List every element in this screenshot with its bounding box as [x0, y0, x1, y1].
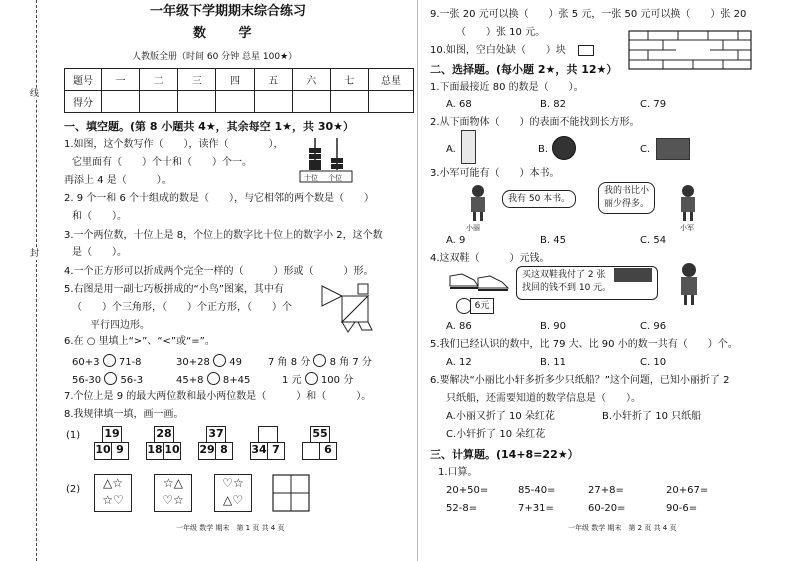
brick-icon [578, 45, 594, 56]
score-input[interactable] [216, 91, 254, 113]
abacus-label-ones: 个位 [328, 174, 342, 182]
score-table [64, 68, 414, 113]
compare-circle[interactable] [103, 354, 116, 367]
bubble-text: 买这双鞋我付了 2 张 [522, 270, 606, 280]
q8-label-1: (1) [66, 430, 81, 441]
q2-line-a: 2. 9 个一和 6 个十组成的数是（ ），与它相邻的两个数是（ ） [64, 193, 374, 204]
section-3-heading: 三、计算题。(14+8=22★） [430, 448, 579, 461]
bubble-text: 我的书比小 [604, 186, 650, 196]
compare-circle[interactable] [313, 354, 326, 367]
banknote-icon [614, 268, 652, 282]
ball-icon [552, 136, 576, 160]
shape-grid: ♡☆ △♡ [214, 474, 252, 512]
q6-right: 8 角 7 分 [329, 357, 372, 368]
q10-line: 10.如图，空白处缺（ ）块 [430, 45, 566, 56]
speech-bubble-2 [598, 182, 655, 214]
q6-right: 100 分 [320, 375, 354, 386]
calc-item: 7+31= [518, 503, 554, 514]
q5-line-a: 5.右图是用一副七巧板拼成的“小鸟”图案，其中有 [64, 284, 284, 295]
q6-item [282, 372, 353, 387]
s6-option-b[interactable]: B.小轩折了 10 只纸船 [602, 411, 702, 422]
q6-right: 56-3 [120, 375, 144, 386]
s2-option-a[interactable]: A. [446, 144, 456, 155]
cuboid-object-icon [656, 138, 690, 160]
s2-option-b[interactable]: B. [538, 144, 549, 155]
compare-circle[interactable] [213, 354, 226, 367]
score-header-cell: 七 [330, 69, 368, 91]
s3-option-a[interactable]: A. 9 [446, 235, 466, 246]
side-label-top: 线 [30, 89, 40, 99]
q6-left: 7 角 8 分 [268, 357, 311, 368]
tower-top: 37 [206, 426, 226, 443]
q6-item [268, 354, 372, 369]
section-2-heading: 二、选择题。(每小题 2★，共 12★） [430, 63, 618, 76]
score-input[interactable] [178, 91, 216, 113]
box-object-icon [461, 130, 476, 164]
s4-option-c[interactable]: C. 96 [640, 321, 667, 332]
score-input[interactable] [330, 91, 368, 113]
page-divider [417, 0, 418, 561]
score-header-cell: 五 [254, 69, 292, 91]
exam-title: 一年级下学期期末综合练习 [150, 4, 307, 19]
compare-circle[interactable] [207, 372, 220, 385]
s6-line-b: 只纸船，还需要知道的数学信息是（ ）。 [446, 393, 641, 404]
score-header-cell: 一 [102, 69, 140, 91]
s1-option-a[interactable]: A. 68 [446, 99, 472, 110]
q6-left: 1 元 [282, 375, 302, 386]
q3-line-b: 是（ ）。 [72, 247, 127, 258]
price-tag: 6元 [470, 298, 494, 314]
exam-edition: 人教版全册（时间 60 分钟 总星 100★） [132, 52, 298, 62]
calc-heading: 1.口算。 [438, 467, 478, 478]
score-input[interactable] [140, 91, 178, 113]
q6-right: 49 [229, 357, 242, 368]
q1-line-a: 1.如图，这个数写作（ ），读作（ ）， [64, 139, 284, 150]
s1-line: 1.下面最接近 80 的数是（ ）。 [430, 82, 584, 93]
q1-line-c: 再添上 4 是（ ）。 [64, 175, 172, 186]
tower-cell: 29 [198, 442, 216, 460]
tower-cell: 8 [215, 442, 233, 460]
tower-top-blank[interactable] [258, 426, 278, 443]
q8-line: 8.我规律填一填，画一画。 [64, 409, 184, 420]
q5-line-c: 平行四边形。 [90, 320, 150, 331]
empty-shape-grid[interactable] [272, 474, 310, 512]
s3-option-c[interactable]: C. 54 [640, 235, 667, 246]
s1-option-b[interactable]: B. 82 [540, 99, 566, 110]
score-header-cell: 六 [292, 69, 330, 91]
q9-line-a: 9.一张 20 元可以换（ ）张 5 元，一张 50 元可以换（ ）张 20 [430, 9, 747, 20]
score-header-cell: 总星 [369, 69, 414, 91]
s2-line: 2.从下面物体（ ）的表面不能找到长方形。 [430, 117, 640, 128]
side-label-bottom: 封 [30, 249, 40, 259]
score-input[interactable] [292, 91, 330, 113]
q6-left: 60+3 [72, 357, 100, 368]
s1-option-c[interactable]: C. 79 [640, 99, 667, 110]
calc-item: 20+67= [666, 485, 709, 496]
tower-cell: 10 [94, 442, 112, 460]
shape-grid: △☆ ☆♡ [94, 474, 132, 512]
s4-option-a[interactable]: A. 86 [446, 321, 472, 332]
tower-cell: 9 [111, 442, 129, 460]
calc-item: 60-20= [588, 503, 626, 514]
q1-line-b: 它里面有（ ）个十和（ ）个一。 [72, 157, 252, 168]
compare-circle[interactable] [305, 372, 318, 385]
q6-item [72, 354, 142, 369]
girl-figure-icon [466, 184, 490, 222]
q6-item [72, 372, 143, 387]
q5-line-b: （ ）个三角形，（ ）个正方形，（ ）个 [72, 302, 292, 313]
right-footer: 一年级 数学 期末 第 2 页 共 4 页 [568, 524, 677, 532]
shoes-icon [448, 266, 510, 292]
s5-option-b[interactable]: B. 11 [540, 357, 566, 368]
q6-item [176, 354, 242, 369]
q2-line-b: 和（ ）。 [72, 211, 127, 222]
compare-circle[interactable] [104, 372, 117, 385]
calc-item: 90-6= [666, 503, 698, 514]
s6-line-a: 6.要解决“小丽比小轩多折多少只纸船？”这个问题，已知小丽折了 2 [430, 375, 730, 386]
boy-figure-icon [676, 184, 700, 222]
score-input[interactable] [102, 91, 140, 113]
s6-option-a[interactable]: A.小丽又折了 10 朵红花 [446, 411, 555, 422]
q3-line-a: 3.一个两位数，十位上是 8，个位上的数字比十位上的数字小 2，这个数 [64, 230, 383, 241]
shape-grid: ☆△ ♡☆ [154, 474, 192, 512]
s2-option-c[interactable]: C. [640, 144, 651, 155]
section-1-heading: 一、填空题。(第 8 小题共 4★，其余每空 1★，共 30★） [64, 120, 355, 133]
tower-top: 28 [154, 426, 174, 443]
brick-wall-image [628, 30, 752, 70]
tangram-bird-image [318, 282, 374, 336]
q9-line-b: （ ）张 10 元。 [456, 27, 546, 38]
q6-left: 56-30 [72, 375, 102, 386]
score-header-cell: 四 [216, 69, 254, 91]
calc-item: 20+50= [446, 485, 489, 496]
woman-figure-icon [676, 262, 702, 306]
score-row-label: 得分 [65, 91, 102, 113]
tower-cell: 18 [146, 442, 164, 460]
q6-right: 71-8 [118, 357, 142, 368]
s6-option-c[interactable]: C.小轩折了 10 朵红花 [446, 429, 546, 440]
abacus-label-tens: 十位 [304, 174, 318, 182]
bubble-text: 丽少得多。 [604, 199, 650, 209]
binding-line [36, 0, 37, 561]
tower-cell: 34 [250, 442, 268, 460]
tower-top: 19 [102, 426, 122, 443]
s3-name-2: 小军 [680, 224, 694, 232]
s5-line: 5.我们已经认识的数中，比 79 大、比 90 小的数一共有（ ）个。 [430, 339, 738, 350]
score-header-cell: 二 [140, 69, 178, 91]
s4-line: 4.这双鞋（ ）元钱。 [430, 253, 550, 264]
score-input[interactable] [369, 91, 414, 113]
exam-subject: 数 学 [193, 26, 266, 41]
score-input[interactable] [254, 91, 292, 113]
tower-top: 55 [310, 426, 330, 443]
tower-cell: 7 [267, 442, 285, 460]
q6-line: 6.在 ○ 里填上“>”、“<”或“=”。 [64, 336, 215, 347]
s5-option-a[interactable]: A. 12 [446, 357, 472, 368]
q4-line: 4.一个正方形可以折成两个完全一样的（ ）形或（ ）形。 [64, 266, 374, 277]
s4-option-b[interactable]: B. 90 [540, 321, 566, 332]
s3-line: 3.小军可能有（ ）本书。 [430, 168, 560, 179]
s5-option-c[interactable]: C. 10 [640, 357, 667, 368]
tower-cell: 6 [319, 442, 337, 460]
calc-item: 85-40= [518, 485, 556, 496]
tower-cell-blank[interactable] [302, 442, 320, 460]
q7-line: 7.个位上是 9 的最大两位数和最小两位数是（ ）和（ ）。 [64, 391, 372, 402]
speech-bubble-1: 我有 50 本书。 [502, 190, 576, 208]
q6-right: 8+45 [222, 375, 251, 386]
q6-left: 30+28 [176, 357, 210, 368]
q6-item [176, 372, 250, 387]
score-header-cell: 题号 [65, 69, 102, 91]
s3-option-b[interactable]: B. 45 [540, 235, 566, 246]
left-footer: 一年级 数学 期末 第 1 页 共 4 页 [176, 524, 285, 532]
calc-item: 52-8= [446, 503, 478, 514]
tower-cell: 10 [163, 442, 181, 460]
q8-label-2: (2) [66, 484, 81, 495]
q6-left: 45+8 [176, 375, 204, 386]
calc-item: 27+8= [588, 485, 624, 496]
score-header-cell: 三 [178, 69, 216, 91]
s3-name-1: 小丽 [466, 224, 480, 232]
bubble-text: 找回的钱不到 10 元。 [522, 283, 612, 293]
